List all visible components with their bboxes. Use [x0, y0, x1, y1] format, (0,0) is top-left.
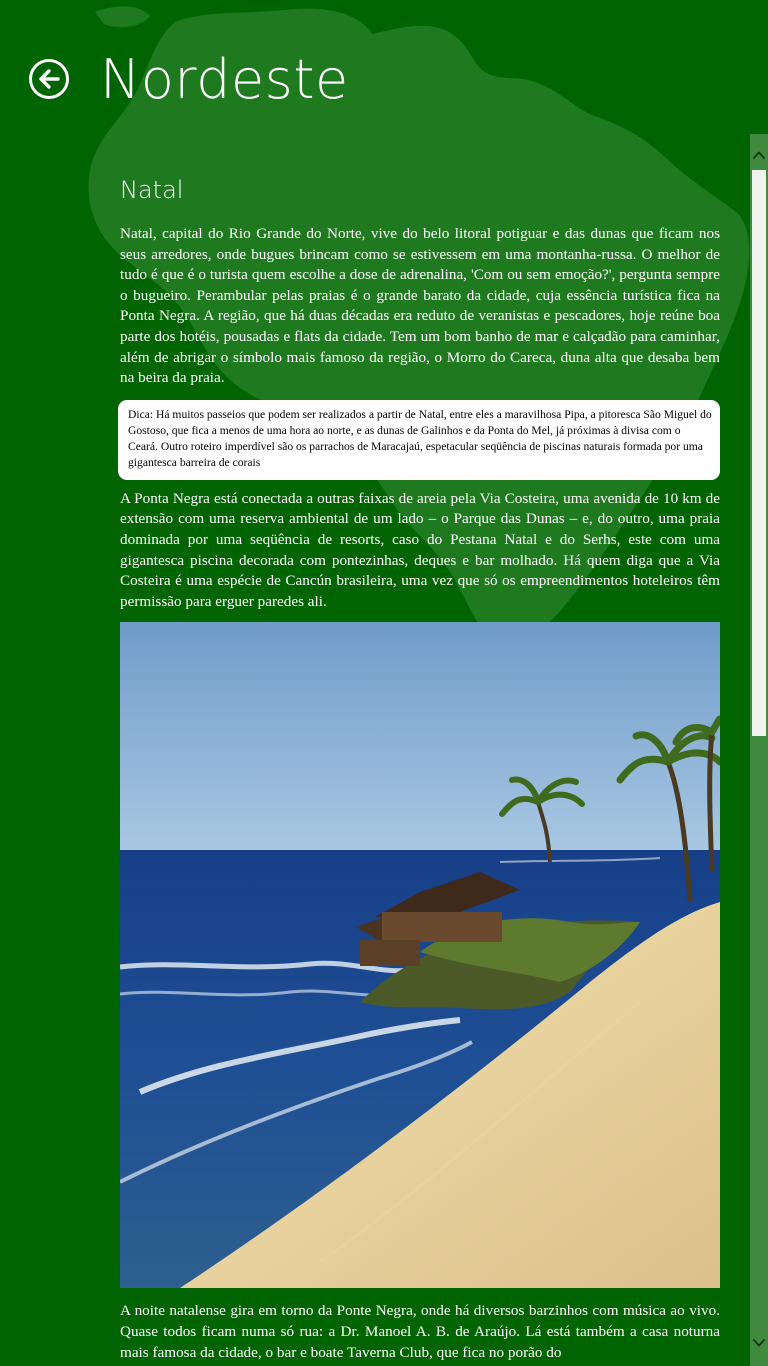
page-title: Nordeste: [100, 48, 349, 111]
beach-photo: [120, 622, 720, 1288]
scroll-down-button[interactable]: [750, 1330, 768, 1356]
article-paragraph: A noite natalense gira em torno da Ponte Negra, onde há diversos barzinhos com música ao vivo. Quase todos ficam numa só rua: a Dr. Manoel A. B. de Araújo. Lá está também a casa noturna mais famosa da cidade, o bar e boate Taverna Club, que fica no porão do: [120, 1302, 720, 1361]
article-paragraph: A Ponta Negra está conectada a outras faixas de areia pela Via Costeira, uma avenida de 10 km de extensão com uma reserva ambiental de um lado – o Parque das Dunas – e, do outro, uma praia dominada por uma seqüência de resorts, caso do Pestana Natal e do Serhs, este com uma gigantesca piscina decorada com pontezinhas, deques e bar molhado. Há quem diga que a Via Costeira é uma espécie de Cancún brasileira, uma vez que só os empreendimentos hoteleiros têm permissão para erguer paredes ali.: [120, 489, 720, 610]
chevron-down-icon: [752, 1338, 766, 1348]
tip-box: Dica: Há muitos passeios que podem ser realizados a partir de Natal, entre eles a maravilhosa Pipa, a pitoresca São Miguel do Gostoso, que fica a menos de uma hora ao norte, e as dunas de Galinhos e da Ponta do Mel, já próximas à divisa com o Ceará. Outro roteiro imperdível são os parrachos de Maracajaú, espetacular seqüência de piscinas naturais formada por uma gigantesca barreira de corais: [118, 400, 720, 480]
chevron-up-icon: [752, 150, 766, 160]
back-button[interactable]: [28, 58, 70, 100]
vertical-scrollbar[interactable]: [750, 134, 768, 1366]
article-content: [120, 172, 720, 1363]
section-title: Natal: [120, 176, 184, 204]
scroll-up-button[interactable]: [750, 142, 768, 168]
scrollbar-thumb[interactable]: [752, 170, 766, 736]
back-arrow-circle-icon: [28, 58, 70, 100]
article-paragraph: Natal, capital do Rio Grande do Norte, vive do belo litoral potiguar e das dunas que ficam nos seus arredores, onde bugues brincam como se estivessem em uma montanha-russa. O melhor de tudo é que é o turista quem escolhe a dose de adrenalina, 'Com ou sem emoção?', pergunta sempre o bugueiro. Perambular pelas praias é o grande barato da cidade, cuja essência turística fica na Ponta Negra. A região, que há duas décadas era reduto de veranistas e pescadores, hoje reúne boa parte dos hotéis, pousadas e flats da cidade. Tem um bom banho de mar e calçadão para caminhar, além de abrigar o símbolo mais famoso da região, o Morro do Careca, duna alta que desaba bem na beira da praia.: [120, 225, 720, 387]
